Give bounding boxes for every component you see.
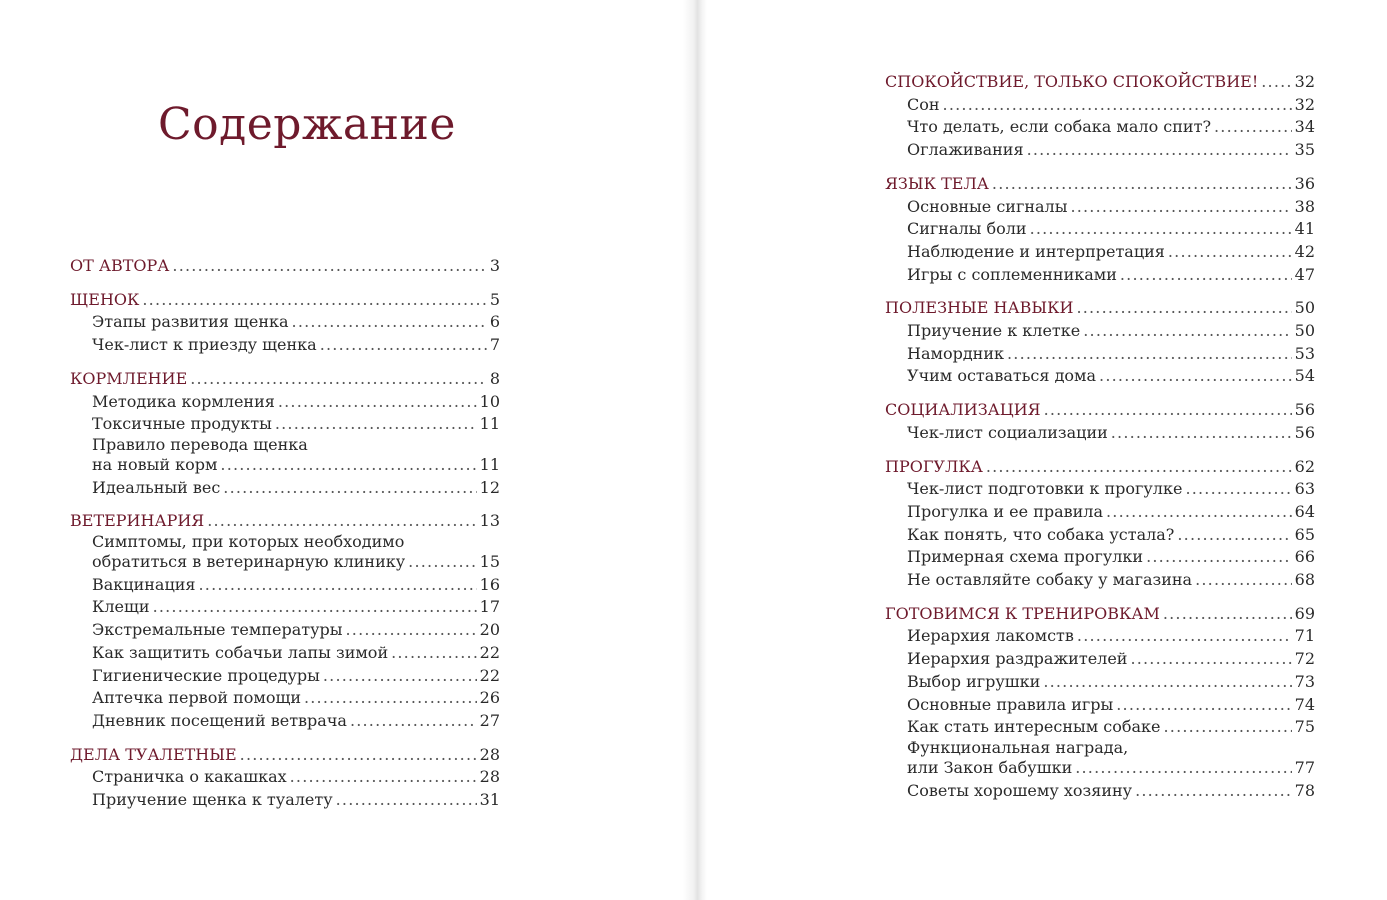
toc-chapter-entry[interactable] xyxy=(70,289,500,312)
toc-entry-label: Этапы развития щенка xyxy=(92,312,289,332)
toc-entry-label: Чек-лист к приезду щенка xyxy=(92,335,317,355)
toc-section xyxy=(70,289,500,357)
toc-entry-label: Чек-лист подготовки к прогулке xyxy=(907,479,1183,499)
dot-leader xyxy=(350,710,477,733)
toc-entry-label: Чек-лист социализации xyxy=(907,422,1108,442)
toc-subentry-first-line: Правило перевода щенка xyxy=(92,434,308,454)
toc-subentry-first-line: Функциональная награда, xyxy=(907,737,1129,757)
page-number: 3 xyxy=(489,256,500,275)
page-number: 69 xyxy=(1294,603,1315,623)
dot-leader xyxy=(1077,625,1292,648)
dot-leader xyxy=(320,334,487,357)
page-number: 77 xyxy=(1294,757,1315,777)
toc-entry-label: Как стать интересным собаке xyxy=(907,717,1161,737)
toc-entry-label: СОЦИАЛИЗАЦИЯ xyxy=(885,400,1041,420)
page-number: 73 xyxy=(1294,671,1315,691)
dot-leader xyxy=(292,311,487,334)
toc-section xyxy=(70,255,500,278)
page-number: 65 xyxy=(1294,524,1315,544)
dot-leader xyxy=(304,687,477,710)
toc-subentry[interactable] xyxy=(70,642,500,665)
page-number: 34 xyxy=(1294,117,1315,137)
toc-entry-label: Советы хорошему хозяину xyxy=(907,780,1133,800)
dot-leader xyxy=(1027,139,1292,162)
dot-leader xyxy=(1044,399,1292,422)
toc-entry-label: Игры с соплеменниками xyxy=(907,264,1117,284)
toc-section xyxy=(885,297,1315,388)
page-number: 36 xyxy=(1294,173,1315,193)
toc-entry-label: Вакцинация xyxy=(92,574,196,594)
toc-entry-label: Приучение щенка к туалету xyxy=(92,790,333,810)
dot-leader xyxy=(1261,71,1291,94)
page-number: 6 xyxy=(489,312,500,332)
page-number: 54 xyxy=(1294,366,1315,386)
toc-subentry[interactable] xyxy=(885,716,1315,739)
dot-leader xyxy=(1030,218,1292,241)
page-number: 63 xyxy=(1294,479,1315,499)
toc-entry-label: Идеальный вес xyxy=(92,477,221,497)
toc-entry-label: Страничка о какашках xyxy=(92,767,287,787)
dot-leader xyxy=(1168,241,1292,264)
toc-subentry[interactable] xyxy=(885,694,1315,717)
dot-leader xyxy=(220,454,476,477)
toc-entry-label: Аптечка первой помощи xyxy=(92,688,301,708)
dot-leader xyxy=(207,510,476,533)
toc-chapter-entry[interactable] xyxy=(70,744,500,767)
toc-subentry[interactable] xyxy=(885,94,1315,117)
page-number: 16 xyxy=(479,574,500,594)
toc-entry-label: Основные правила игры xyxy=(907,694,1114,714)
page-number: 28 xyxy=(479,744,500,764)
toc-entry-label: Как защитить собачьи лапы зимой xyxy=(92,642,389,662)
page-number: 28 xyxy=(479,767,500,787)
toc-subentry[interactable] xyxy=(70,413,500,436)
dot-leader xyxy=(1185,478,1291,501)
toc-subentry[interactable] xyxy=(885,671,1315,694)
toc-entry-label: Как понять, что собака устала? xyxy=(907,524,1175,544)
toc-entry-label: Токсичные продукты xyxy=(92,414,272,434)
page-number: 56 xyxy=(1294,422,1315,442)
toc-entry-label: Сигналы боли xyxy=(907,219,1027,239)
page-number: 8 xyxy=(489,368,500,388)
toc-subentry[interactable] xyxy=(70,619,500,642)
toc-subentry[interactable] xyxy=(885,757,1315,780)
page-number: 62 xyxy=(1294,456,1315,476)
toc-subentry[interactable] xyxy=(885,343,1315,366)
toc-left-column xyxy=(70,255,500,823)
dot-leader xyxy=(1083,320,1291,343)
dot-leader xyxy=(240,744,477,767)
toc-subentry[interactable] xyxy=(70,766,500,789)
page-title: Содержание xyxy=(158,99,456,151)
page-number: 75 xyxy=(1294,717,1315,737)
dot-leader xyxy=(986,456,1292,479)
toc-chapter-entry[interactable] xyxy=(885,603,1315,626)
page-number: 20 xyxy=(479,620,500,640)
toc-subentry[interactable] xyxy=(70,789,500,812)
page-number: 47 xyxy=(1294,264,1315,284)
toc-entry-label: ОТ АВТОРА xyxy=(70,256,170,275)
toc-entry-label: Гигиенические процедуры xyxy=(92,665,320,685)
toc-entry-label: ВЕТЕРИНАРИЯ xyxy=(70,511,205,531)
page-number: 22 xyxy=(479,642,500,662)
toc-entry-label: обратиться в ветеринарную клинику xyxy=(92,552,406,572)
toc-entry-label: ЯЗЫК ТЕЛА xyxy=(885,173,989,193)
toc-entry-label: ГОТОВИМСЯ К ТРЕНИРОВКАМ xyxy=(885,603,1160,623)
dot-leader xyxy=(190,368,487,391)
toc-entry-label: КОРМЛЕНИЕ xyxy=(70,368,188,388)
page-number: 68 xyxy=(1294,570,1315,590)
toc-subentry[interactable] xyxy=(70,311,500,334)
toc-entry-label: Учим оставаться дома xyxy=(907,366,1097,386)
dot-leader xyxy=(1177,524,1291,547)
toc-entry-label: Сон xyxy=(907,94,940,114)
page-number: 5 xyxy=(489,289,500,309)
page-number: 26 xyxy=(479,688,500,708)
toc-subentry[interactable] xyxy=(885,546,1315,569)
page-number: 32 xyxy=(1294,94,1315,114)
toc-subentry[interactable] xyxy=(70,596,500,619)
toc-entry-label: Иерархия раздражителей xyxy=(907,649,1128,669)
toc-section xyxy=(70,744,500,812)
toc-chapter-entry[interactable] xyxy=(885,71,1315,94)
toc-entry-label: Выбор игрушки xyxy=(907,671,1041,691)
toc-subentry[interactable] xyxy=(885,365,1315,388)
toc-entry-label: ДЕЛА ТУАЛЕТНЫЕ xyxy=(70,744,237,764)
toc-subentry[interactable] xyxy=(70,334,500,357)
dot-leader xyxy=(1116,694,1291,717)
dot-leader xyxy=(1076,297,1291,320)
page-number: 74 xyxy=(1294,694,1315,714)
toc-subentry[interactable] xyxy=(885,422,1315,445)
toc-entry-label: или Закон бабушки xyxy=(907,757,1073,777)
page-number: 50 xyxy=(1294,298,1315,318)
toc-subentry[interactable] xyxy=(885,501,1315,524)
page-number: 13 xyxy=(479,511,500,531)
toc-section xyxy=(885,399,1315,444)
toc-subentry[interactable] xyxy=(885,139,1315,162)
toc-entry-label: СПОКОЙСТВИЕ, ТОЛЬКО СПОКОЙСТВИЕ! xyxy=(885,72,1259,91)
dot-leader xyxy=(1146,546,1292,569)
page-number: 53 xyxy=(1294,343,1315,363)
page-number: 78 xyxy=(1294,780,1315,800)
page-number: 42 xyxy=(1294,241,1315,261)
toc-chapter-entry[interactable] xyxy=(70,255,500,278)
toc-subentry[interactable] xyxy=(885,196,1315,219)
toc-subentry[interactable] xyxy=(70,665,500,688)
dot-leader xyxy=(1163,603,1292,626)
toc-chapter-entry[interactable] xyxy=(70,368,500,391)
dot-leader xyxy=(1130,648,1291,671)
toc-entry-label: Методика кормления xyxy=(92,391,275,411)
toc-section xyxy=(885,456,1315,592)
dot-leader xyxy=(346,619,477,642)
dot-leader xyxy=(408,551,476,574)
toc-subentry[interactable] xyxy=(885,625,1315,648)
toc-section xyxy=(70,368,500,500)
toc-section xyxy=(70,510,500,732)
dot-leader xyxy=(943,94,1292,117)
dot-leader xyxy=(323,665,477,688)
dot-leader xyxy=(223,477,476,500)
page-number: 56 xyxy=(1294,400,1315,420)
dot-leader xyxy=(1111,422,1292,445)
dot-leader xyxy=(336,789,477,812)
toc-entry-label: Не оставляйте собаку у магазина xyxy=(907,570,1193,590)
dot-leader xyxy=(275,413,477,436)
toc-subentry[interactable] xyxy=(885,569,1315,592)
toc-entry-label: Прогулка и ее правила xyxy=(907,501,1104,521)
toc-subentry[interactable] xyxy=(885,478,1315,501)
toc-right-column xyxy=(885,71,1315,813)
toc-subentry[interactable] xyxy=(885,241,1315,264)
toc-subentry[interactable] xyxy=(70,710,500,733)
dot-leader xyxy=(1164,716,1292,739)
toc-entry-label: Иерархия лакомств xyxy=(907,626,1074,646)
toc-subentry[interactable] xyxy=(70,574,500,597)
toc-chapter-entry[interactable] xyxy=(885,173,1315,196)
toc-subentry[interactable] xyxy=(70,551,500,574)
dot-leader xyxy=(153,596,477,619)
dot-leader xyxy=(992,173,1292,196)
toc-subentry[interactable] xyxy=(70,391,500,414)
page-number: 7 xyxy=(489,335,500,355)
page-number: 15 xyxy=(479,552,500,572)
toc-subentry[interactable] xyxy=(885,320,1315,343)
toc-entry-label: Основные сигналы xyxy=(907,196,1068,216)
dot-leader xyxy=(1007,343,1292,366)
toc-entry-label: Клещи xyxy=(92,597,150,617)
toc-chapter-entry[interactable] xyxy=(885,456,1315,479)
page-number: 27 xyxy=(479,710,500,730)
dot-leader xyxy=(172,255,486,278)
toc-subentry[interactable] xyxy=(70,454,500,477)
dot-leader xyxy=(391,642,477,665)
toc-entry-label: на новый корм xyxy=(92,454,218,474)
toc-entry-label: Наблюдение и интерпретация xyxy=(907,241,1165,261)
toc-chapter-entry[interactable] xyxy=(885,297,1315,320)
page-number: 10 xyxy=(479,391,500,411)
toc-subentry[interactable] xyxy=(885,648,1315,671)
dot-leader xyxy=(1106,501,1292,524)
dot-leader xyxy=(1099,365,1292,388)
dot-leader xyxy=(1195,569,1292,592)
toc-entry-label: ПРОГУЛКА xyxy=(885,456,983,476)
toc-subentry[interactable] xyxy=(885,264,1315,287)
toc-entry-label: Намордник xyxy=(907,343,1004,363)
dot-leader xyxy=(1043,671,1291,694)
toc-entry-label: Что делать, если собака мало спит? xyxy=(907,117,1212,137)
page-number: 31 xyxy=(479,790,500,810)
page-number: 22 xyxy=(479,665,500,685)
dot-leader xyxy=(290,766,477,789)
toc-subentry[interactable] xyxy=(70,687,500,710)
dot-leader xyxy=(142,289,486,312)
page-number: 41 xyxy=(1294,219,1315,239)
dot-leader xyxy=(1214,116,1292,139)
toc-subentry[interactable] xyxy=(70,477,500,500)
toc-subentry[interactable] xyxy=(885,780,1315,803)
book-spine-shadow xyxy=(683,0,707,900)
toc-section xyxy=(885,173,1315,287)
page-number: 35 xyxy=(1294,140,1315,160)
dot-leader xyxy=(1120,264,1292,287)
toc-entry-label: ЩЕНОК xyxy=(70,289,140,309)
toc-entry-label: Примерная схема прогулки xyxy=(907,547,1144,567)
toc-subentry-first-line: Симптомы, при которых необходимо xyxy=(92,532,405,552)
page-number: 66 xyxy=(1294,547,1315,567)
dot-leader xyxy=(278,391,477,414)
toc-subentry[interactable] xyxy=(885,524,1315,547)
page-number: 32 xyxy=(1294,72,1315,91)
toc-subentry[interactable] xyxy=(885,218,1315,241)
toc-entry-label: Дневник посещений ветврача xyxy=(92,710,347,730)
toc-chapter-entry[interactable] xyxy=(70,510,500,533)
toc-chapter-entry[interactable] xyxy=(885,399,1315,422)
toc-section xyxy=(885,71,1315,162)
page-number: 72 xyxy=(1294,649,1315,669)
page-number: 71 xyxy=(1294,626,1315,646)
dot-leader xyxy=(1135,780,1292,803)
toc-subentry[interactable] xyxy=(885,116,1315,139)
toc-entry-label: ПОЛЕЗНЫЕ НАВЫКИ xyxy=(885,298,1074,318)
page-number: 17 xyxy=(479,597,500,617)
page-number: 38 xyxy=(1294,196,1315,216)
dot-leader xyxy=(1070,196,1291,219)
page-number: 11 xyxy=(479,414,500,434)
page-number: 64 xyxy=(1294,501,1315,521)
page-number: 50 xyxy=(1294,321,1315,341)
dot-leader xyxy=(199,574,477,597)
page-number: 11 xyxy=(479,454,500,474)
toc-section xyxy=(885,603,1315,803)
page-number: 12 xyxy=(479,477,500,497)
toc-entry-label: Экстремальные температуры xyxy=(92,620,343,640)
toc-entry-label: Оглаживания xyxy=(907,140,1024,160)
toc-entry-label: Приучение к клетке xyxy=(907,321,1081,341)
dot-leader xyxy=(1075,757,1291,780)
